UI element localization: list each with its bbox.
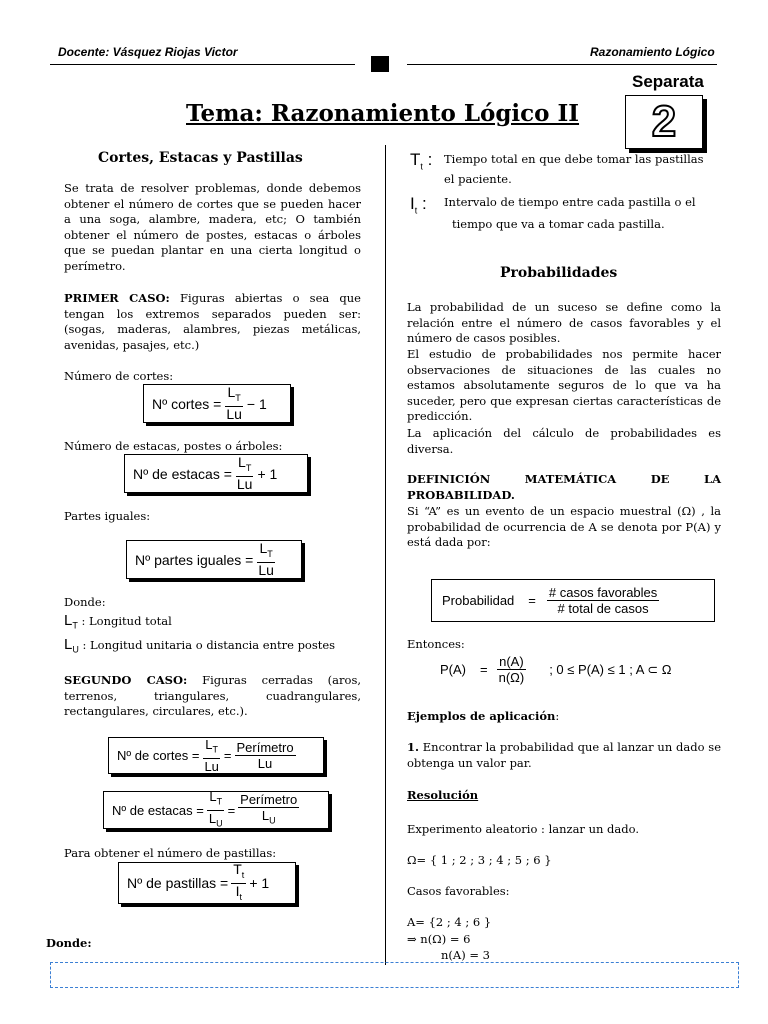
formula-partes <box>126 540 302 579</box>
tt-desc-2: el paciente. <box>444 172 512 186</box>
omega-set: Ω= { 1 ; 2 ; 3 ; 4 ; 5 ; 6 } <box>407 853 552 867</box>
it-desc-2: tiempo que va a tomar cada pastilla. <box>452 217 665 231</box>
tt-symbol: T <box>410 150 421 169</box>
f-pastillas-den: I <box>235 882 240 899</box>
experimento-line: Experimento aleatorio : lanzar un dado. <box>407 822 639 836</box>
f-prob-lhs: Probabilidad <box>442 593 515 608</box>
casos-favorables-label: Casos favorables: <box>407 884 510 898</box>
f-partes-den: Lu <box>258 561 274 578</box>
f-cortes-num: L <box>227 384 236 401</box>
f-estacas2-n2: Perímetro <box>240 791 298 807</box>
f-prob-frac <box>547 585 659 616</box>
ejemplos-heading <box>407 709 559 725</box>
f-partes-frac <box>256 541 276 578</box>
n-omega: ⇒ n(Ω) = 6 <box>407 932 471 946</box>
resolucion-heading: Resolución <box>407 788 479 802</box>
f-pastillas-num-sub: t <box>241 869 245 880</box>
tt-desc-1: Tiempo total en que debe tomar las pastillas <box>444 152 704 166</box>
f-pastillas-frac <box>231 862 246 905</box>
f-estacas-frac <box>235 455 255 492</box>
entonces-label: Entonces: <box>407 637 465 651</box>
case2-paragraph <box>64 673 361 720</box>
header-rule-right <box>407 64 717 65</box>
f-cortes2-d1: Lu <box>204 758 219 774</box>
lu-sub: U <box>72 644 79 655</box>
f-estacas2-n1-sub: T <box>216 796 223 807</box>
f-cortes2-frac1 <box>202 737 220 774</box>
f-estacas2-frac1 <box>207 789 225 831</box>
definition-heading <box>407 472 721 503</box>
formula-pastillas <box>118 862 296 904</box>
f-pastillas-rhs: + 1 <box>249 875 270 891</box>
ex1-text: Encontrar la probabilidad que al lanzar un dado se obtenga un valor par. <box>407 740 721 770</box>
def-word-1: DEFINICIÓN <box>407 472 491 486</box>
f-estacas2-d2: L <box>261 807 270 823</box>
f-pastillas-den-sub: t <box>239 891 242 902</box>
lt-symbol: L <box>64 612 73 629</box>
header-square-marker <box>371 56 389 72</box>
f-prob-num: # casos favorables <box>548 585 658 600</box>
separata-number: 2 <box>651 97 677 146</box>
lt-sub: T <box>72 620 78 631</box>
f-cortes-rhs: − 1 <box>246 395 267 412</box>
f-estacas2-d1-sub: U <box>216 818 223 829</box>
formula-estacas2: Nº de estacas = $\frac{L_T}{L_U}$ = $\frac{\text{Perímetro}}{L_U}$ <box>103 791 329 829</box>
def-line-2: PROBABILIDAD. <box>407 487 515 502</box>
f-partes-lhs: Nº partes iguales = <box>135 551 254 568</box>
formula-pa <box>440 654 672 685</box>
f-estacas2-lhs: Nº de estacas = <box>112 802 204 818</box>
f-estacas2-d1: L <box>208 810 217 826</box>
donde-label: Donde: <box>64 595 106 609</box>
def-word-2: MATEMÁTICA <box>524 472 617 486</box>
f-estacas2-n1: L <box>209 788 217 804</box>
cortes-label: Número de cortes: <box>64 369 174 383</box>
f-prob-eq: = <box>528 593 536 608</box>
separata-number-box <box>625 95 703 149</box>
f-cortes2-frac2 <box>235 740 296 771</box>
it-desc-1: Intervalo de tiempo entre cada pastilla o el <box>444 195 696 209</box>
pastillas-label: Para obtener el número de pastillas: <box>64 846 277 860</box>
course-name: Razonamiento Lógico <box>590 45 715 59</box>
formula-estacas <box>124 454 308 493</box>
f-pa-cond: ; 0 ≤ P(A) ≤ 1 ; A ⊂ Ω <box>549 661 672 677</box>
separata-label: Separata <box>632 72 704 91</box>
case2-label: SEGUNDO CASO: <box>64 673 188 687</box>
lu-definition <box>64 637 335 658</box>
formula-probabilidad <box>431 579 715 622</box>
f-cortes-num-sub: T <box>235 392 241 403</box>
ejemplos-label: Ejemplos de aplicación <box>407 709 556 723</box>
page-title: Tema: Razonamiento Lógico II <box>186 100 580 127</box>
section-title-cortes: Cortes, Estacas y Pastillas <box>98 150 303 166</box>
def-word-3: DE <box>650 472 670 486</box>
f-prob-den: # total de casos <box>557 601 649 616</box>
definition-text: Si “A” es un evento de un espacio muestral (Ω) , la probabilidad de ocurrencia de A se denota por P(A) y está dada por: <box>407 504 721 549</box>
lu-symbol: L <box>64 636 73 653</box>
header-rule-left <box>50 64 355 65</box>
it-sub: t <box>414 205 418 216</box>
formula-cortes <box>143 384 291 423</box>
def-word-4: LA <box>703 472 721 486</box>
column-divider <box>385 145 386 965</box>
f-partes-num: L <box>259 540 268 557</box>
lt-definition <box>64 613 172 634</box>
f-estacas-den: Lu <box>236 475 253 492</box>
a-set: A= {2 ; 4 ; 6 } <box>407 915 492 929</box>
f-cortes-frac <box>224 385 244 422</box>
definition-heading-line1 <box>407 472 721 488</box>
it-symbol: I <box>410 194 415 213</box>
f-cortes-lhs: Nº cortes = <box>152 395 222 412</box>
footer-dashed-box <box>50 962 739 988</box>
f-partes-num-sub: T <box>267 548 273 559</box>
f-estacas-lhs: Nº de estacas = <box>133 465 232 482</box>
f-cortes2-n1-sub: T <box>212 744 219 755</box>
case1-text: Figuras abiertas o sea que tengan los extremos separados pueden ser: (sogas, maderas, alambres, piezas metálicas, avenidas, pasajes, etc.) <box>64 291 361 352</box>
tt-symbol-group: $T_t$ : <box>410 150 433 172</box>
section-title-probabilidades: Probabilidades <box>500 265 618 281</box>
f-cortes2-n1: L <box>205 737 213 753</box>
formula-cortes2: Nº de cortes = $\frac{L_T}{Lu}$ = $\frac{\text{Perímetro}}{Lu}$ <box>108 737 324 774</box>
example-1 <box>407 740 721 771</box>
f-pa-den: n(Ω) <box>498 670 525 685</box>
tt-sub: t <box>420 161 423 172</box>
partes-label: Partes iguales: <box>64 509 151 523</box>
f-estacas-rhs: + 1 <box>257 465 278 482</box>
intro-paragraph: Se trata de resolver problemas, donde debemos obtener el número de cortes que se pueden hacer a una soga, alambre, madera, etc; O también obtener el número de postes, estacas o árboles que se puedan plantar en una cierta longitud o perímetro. <box>64 181 361 273</box>
case1-label: PRIMER CASO: <box>64 291 170 305</box>
f-pa-lhs: P(A) <box>440 662 466 677</box>
case1-paragraph <box>64 291 361 353</box>
case2-text: Figuras cerradas (aros, terrenos, triangulares, cuadrangulares, rectangulares, circulares, etc.). <box>64 673 362 718</box>
f-cortes2-lhs: Nº de cortes = <box>117 748 200 763</box>
f-pa-eq: = <box>480 662 488 677</box>
n-a: n(A) = 3 <box>441 948 490 962</box>
prob-paragraph-1: La probabilidad de un suceso se define como la relación entre el número de casos favorables y el número de casos posibles. <box>407 300 721 345</box>
f-estacas2-frac2 <box>238 792 299 829</box>
prob-paragraph-2: El estudio de probabilidades nos permite hacer observaciones de situaciones de las cuales no estamos absolutamente seguros de lo que va ha suceder, pero que expresan ciertas características de predicción. <box>407 347 721 423</box>
f-estacas2-d2-sub: U <box>269 815 276 826</box>
lt-desc: : Longitud total <box>81 614 172 628</box>
f-pa-frac <box>497 654 527 685</box>
lu-desc: : Longitud unitaria o distancia entre postes <box>82 638 336 652</box>
f-cortes-den: Lu <box>226 405 242 422</box>
f-estacas-num-sub: T <box>245 462 252 473</box>
ex1-number: 1. <box>407 740 420 754</box>
ejemplos-colon: : <box>555 709 560 723</box>
estacas-label: Número de estacas, postes o árboles: <box>64 439 283 453</box>
f-pastillas-num: T <box>233 860 242 877</box>
f-pa-num: n(A) <box>499 654 524 669</box>
f-cortes2-n2: Perímetro <box>236 740 294 755</box>
f-pastillas-lhs: Nº de pastillas = <box>127 875 229 891</box>
f-cortes2-d2: Lu <box>257 756 273 771</box>
f-estacas-num: L <box>238 454 246 471</box>
it-symbol-group: $I_t$ : <box>410 194 427 216</box>
donde2-label: Donde: <box>46 936 92 950</box>
teacher-name: Docente: Vásquez Riojas Victor <box>58 45 238 59</box>
prob-paragraph-3: La aplicación del cálculo de probabilidades es diversa. <box>407 426 721 456</box>
